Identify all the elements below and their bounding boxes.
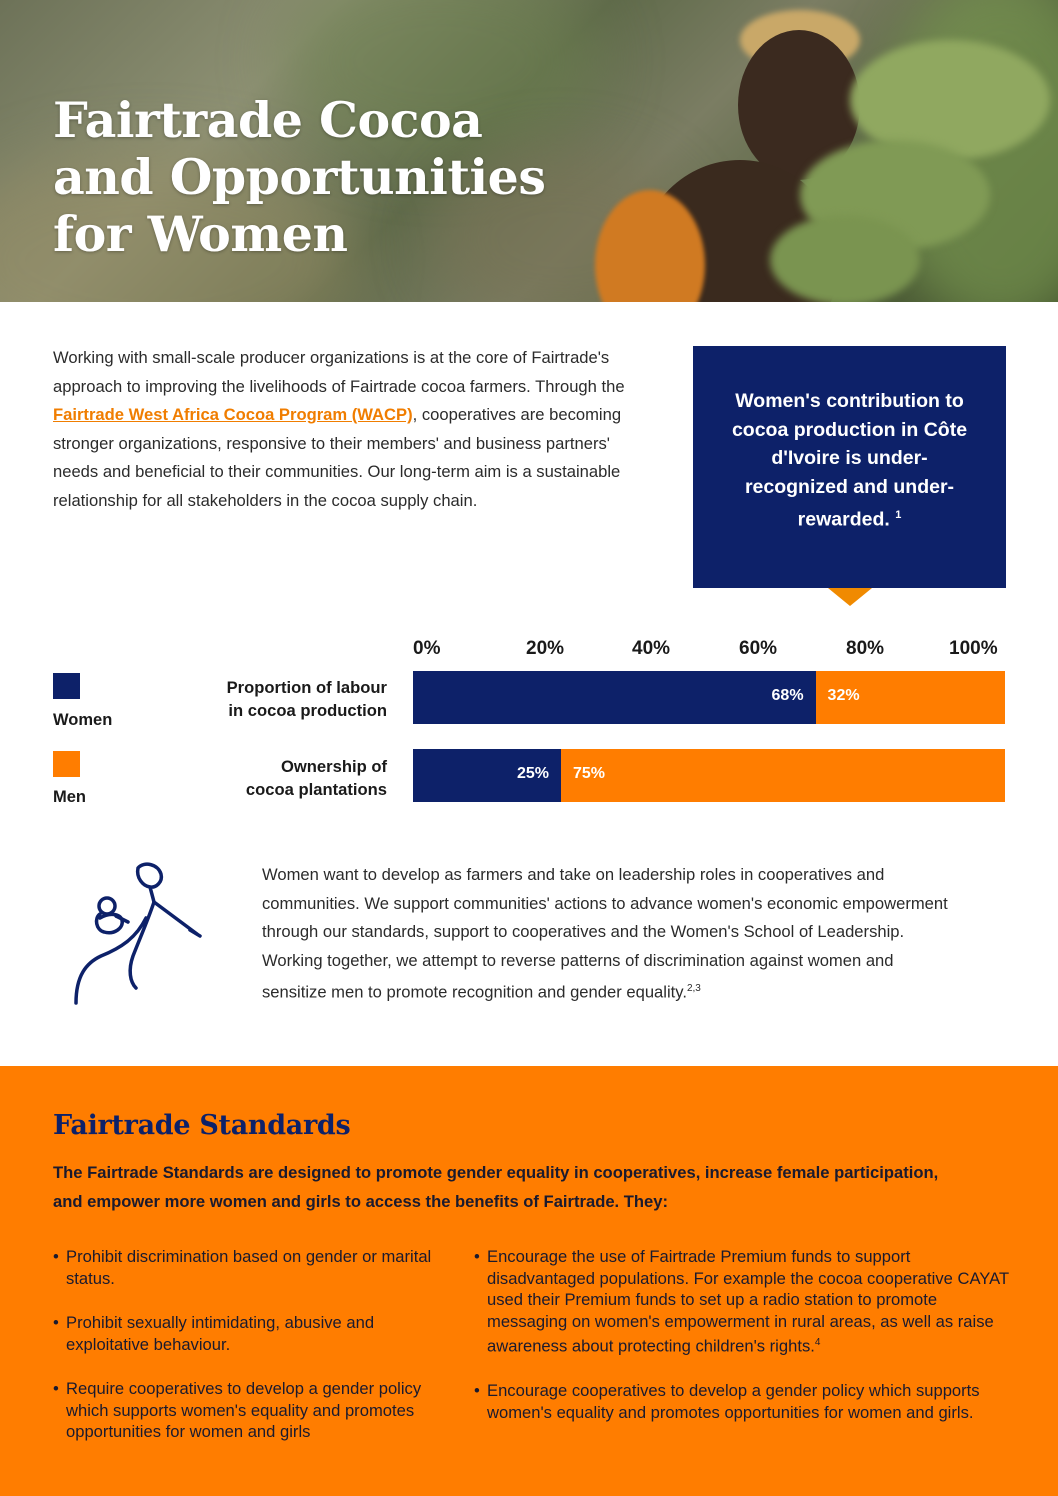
empowerment-paragraph [262,861,962,1007]
intro-paragraph [53,344,653,515]
x-tick: 100% [949,638,998,659]
list-item: • Prohibit sexually intimidating, abusive and exploitative behaviour. [53,1312,448,1355]
legend-label-men: Men [53,788,86,806]
title-line-1: Fairtrade Cocoa [53,91,483,149]
woman-farmer-with-child-icon [66,858,206,1013]
x-tick: 60% [739,638,778,659]
standards-list-left [53,1246,448,1443]
category-label-line: Ownership of [280,757,387,776]
wacp-link[interactable]: Fairtrade West Africa Cocoa Program (WACP) [53,405,413,424]
standards-title: Fairtrade Standards [53,1110,351,1141]
list-item [474,1246,1014,1357]
list-item: • Require cooperatives to develop a gender policy which supports women's equality and promotes opportunities for women and girls [53,1378,448,1443]
x-tick: 0% [413,638,441,659]
list-item-text: Encourage the use of Fairtrade Premium funds to support disadvantaged populations. For example the cocoa cooperative CAYAT used their Premium funds to set up a radio station to promote messaging on women's empowerment in rural areas, as well as raise awareness about protecting children's rights. [487,1247,1009,1356]
callout-box [693,346,1006,588]
standards-list-right [474,1246,1014,1423]
data-label-women: 68% [771,687,804,704]
legend-label-women: Women [53,711,113,729]
callout-footnote: 1 [895,509,902,521]
category-label-line: Proportion of labour [226,678,387,697]
list-item: • Encourage cooperatives to develop a gender policy which supports women's equality and promotes opportunities for women and girls. [474,1380,1014,1423]
x-tick: 80% [846,638,885,659]
bar-segment-women [413,671,816,724]
x-tick: 40% [632,638,671,659]
data-label-women: 25% [516,765,549,782]
intro-text-start: Working with small-scale producer organizations is at the core of Fairtrade's approach to improving the livelihoods of Fairtrade cocoa farmers. Through the [53,348,625,396]
callout-arrow [828,588,872,606]
page-title [53,92,613,263]
hero-banner [0,0,1058,302]
empowerment-text: Women want to develop as farmers and take on leadership roles in cooperatives and communities. We support communities' actions to advance women's economic empowerment through our standards, support to cooperatives and the Women's School of Leadership. Working together, we attempt to reverse patterns of discrimination against women and sensitize men to promote recognition and gender equality. [262,865,948,1002]
callout-text: Women's contribution to cocoa production in Côte d'Ivoire is under-recognized and under-rewarded. [731,390,968,531]
title-line-3: for Women [53,205,348,263]
category-label [47,676,387,722]
list-item-footnote: 4 [814,1337,821,1348]
category-label-line: cocoa plantations [245,780,387,799]
category-label [47,755,387,801]
bar-row-ownership [413,749,1005,802]
x-tick: 20% [526,638,565,659]
bar-segment-men [561,749,1005,802]
standards-intro: The Fairtrade Standards are designed to promote gender equality in cooperatives, increase female participation, and empower more women and girls to access the benefits of Fairtrade. They: [53,1163,939,1211]
data-label-men: 32% [827,687,860,704]
bar-row-labour [413,671,1005,724]
list-item: • Prohibit discrimination based on gender or marital status. [53,1246,448,1289]
category-label-line: in cocoa production [228,701,387,720]
intro-text-end: , cooperatives are becoming stronger organizations, responsive to their members' and business partners' needs and beneficial to their communities. Our long-term aim is a sustainable relationship for all stakeholders in the cocoa supply chain. [53,405,622,510]
title-line-2: and Opportunities [53,148,546,206]
empowerment-footnote: 2,3 [686,983,701,994]
data-label-men: 75% [573,765,606,782]
